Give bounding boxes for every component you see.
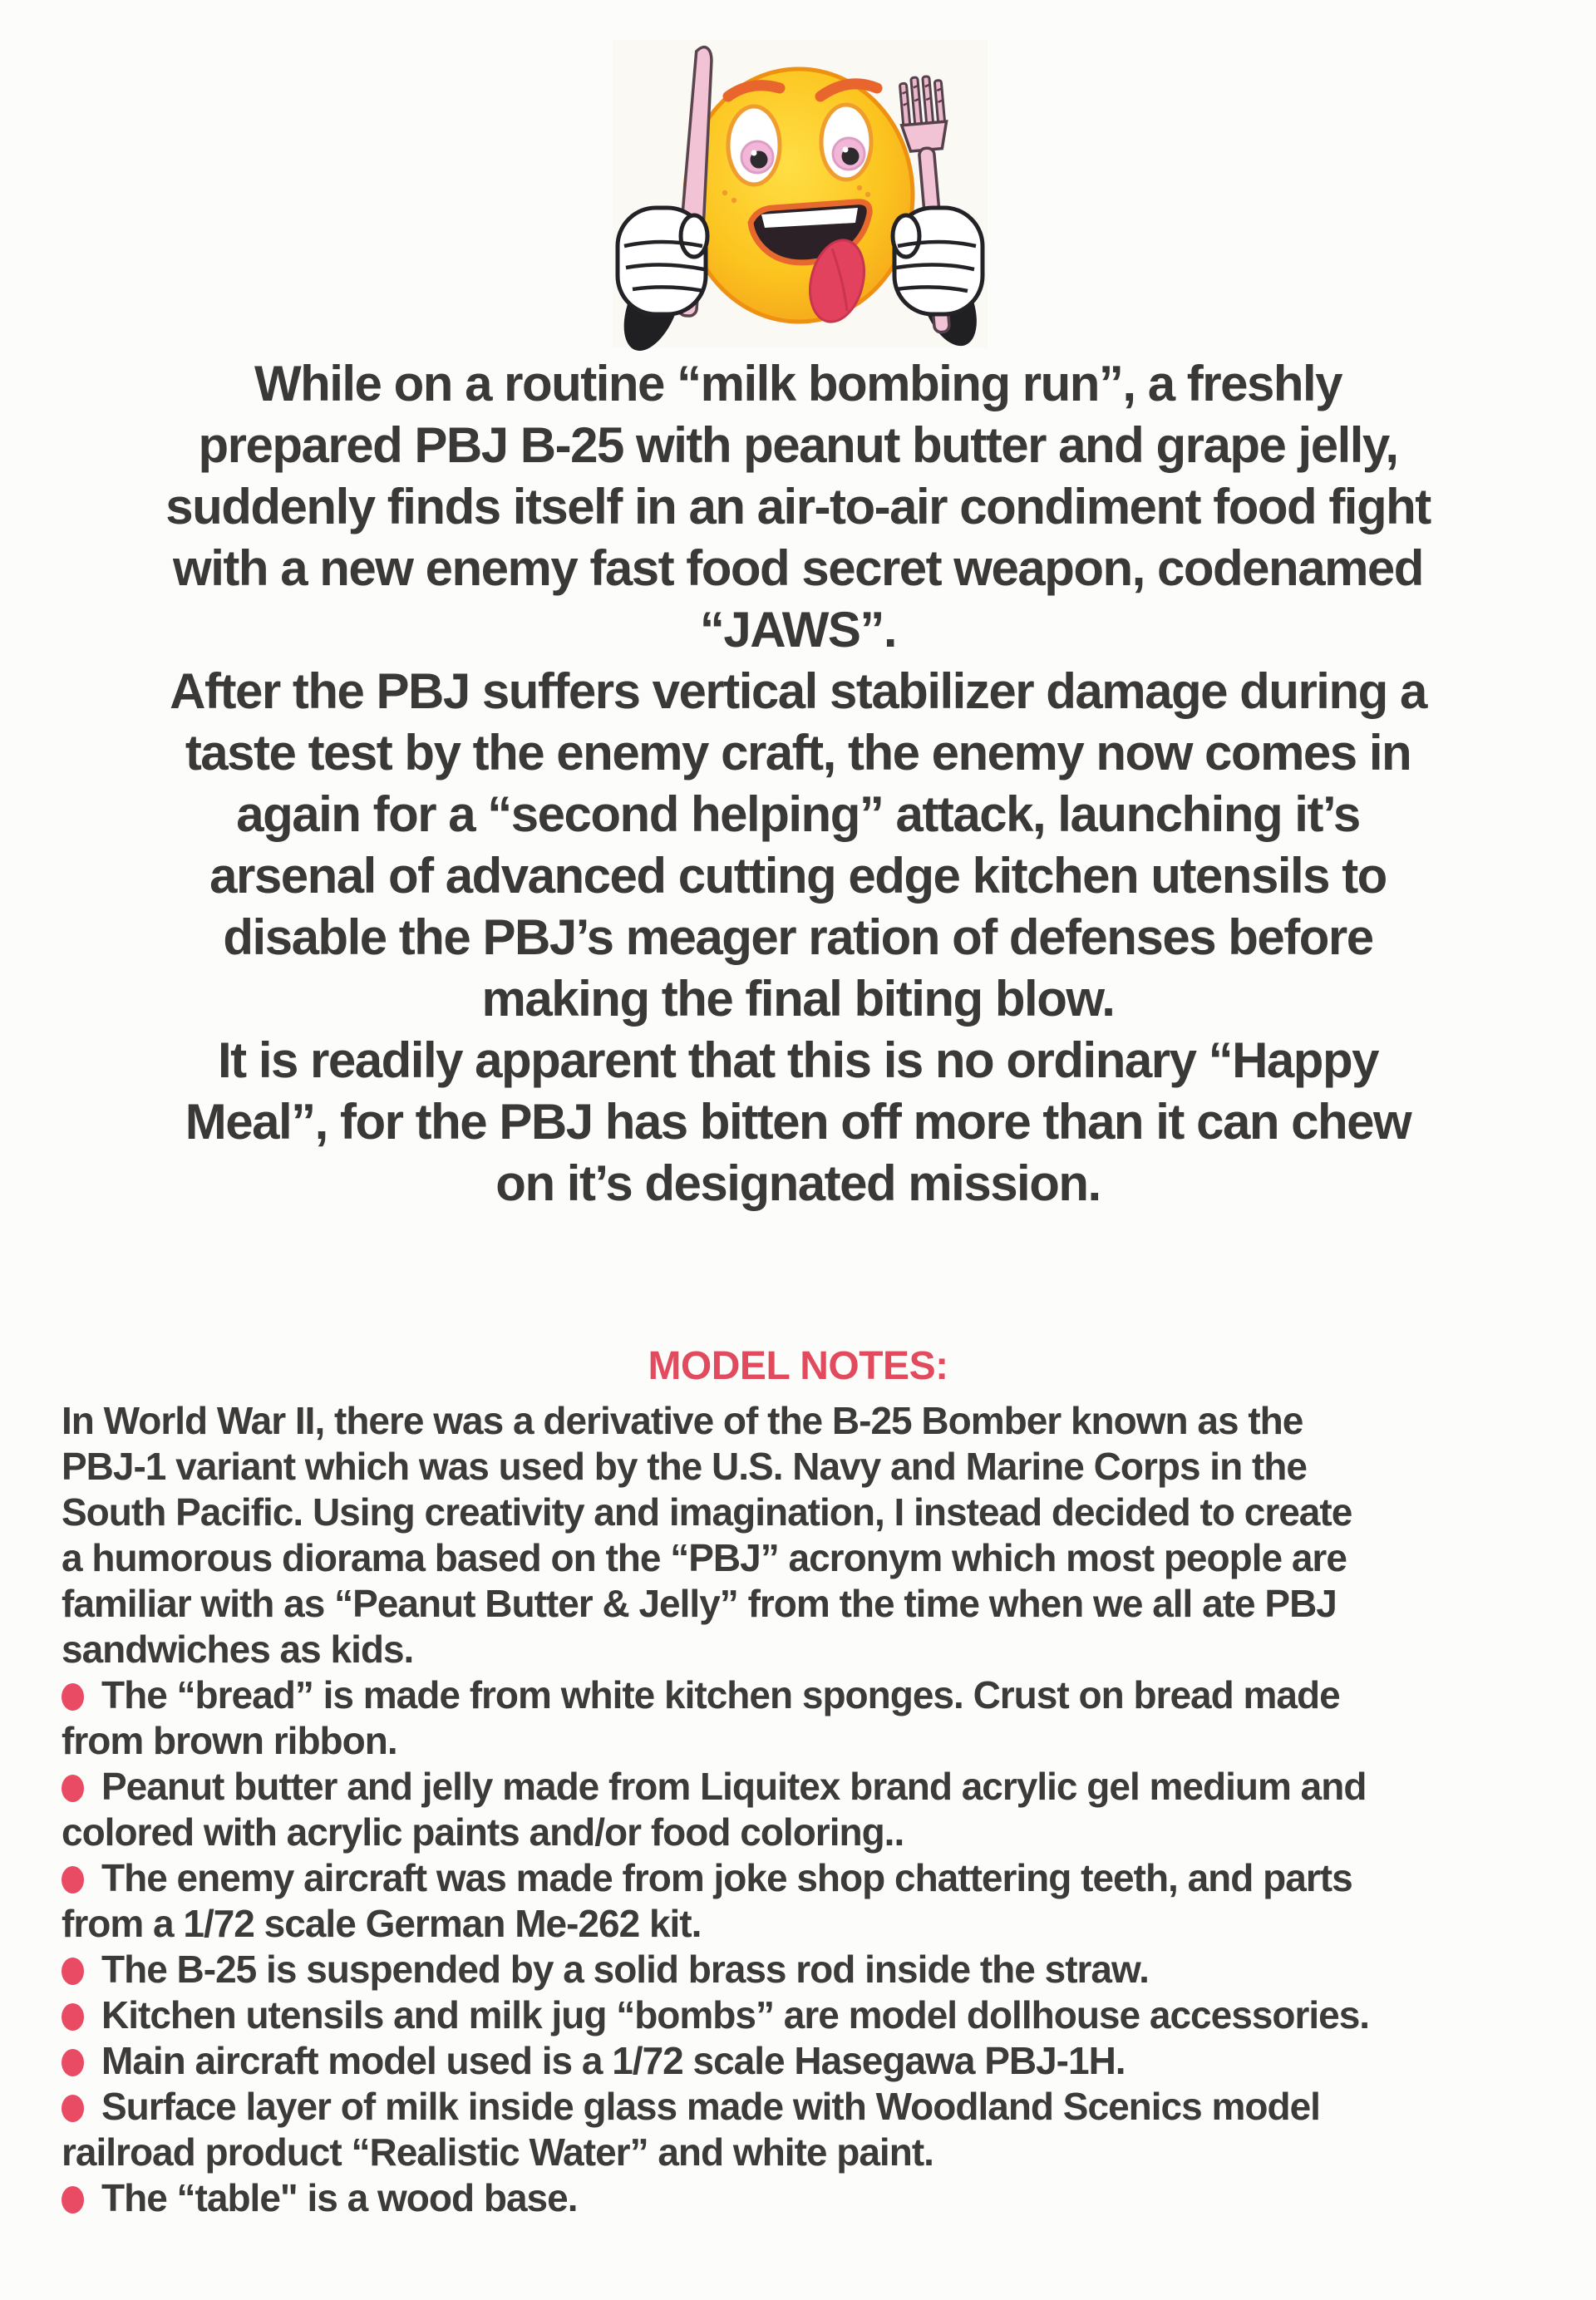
story-line: disable the PBJ’s meager ration of defenses before (223, 909, 1373, 965)
note-line (62, 1398, 1579, 1444)
note-line-text: The B-25 is suspended by a solid brass rod inside the straw. (101, 1948, 1149, 1991)
story-line: on it’s designated mission. (495, 1155, 1101, 1211)
note-line (62, 1490, 1579, 1535)
note-line-text: railroad product “Realistic Water” and white paint. (62, 2130, 933, 2174)
bullet-icon (62, 1866, 84, 1894)
right-glove (893, 208, 983, 314)
note-line-text: from a 1/72 scale German Me-262 kit. (62, 1902, 702, 1945)
note-line-text: Surface layer of milk inside glass made with Woodland Scenics model (101, 2085, 1320, 2128)
hungry-face-illustration (611, 37, 989, 351)
story-line: While on a routine “milk bombing run”, a freshly (254, 356, 1342, 411)
note-line (62, 1672, 1579, 1718)
left-glove (618, 208, 707, 314)
note-line-text: a humorous diorama based on the “PBJ” acronym which most people are (62, 1536, 1347, 1579)
note-line-text: Main aircraft model used is a 1/72 scale Hasegawa PBJ-1H. (101, 2039, 1126, 2082)
note-line (62, 1764, 1579, 1810)
note-line (62, 2130, 1579, 2175)
story-text (46, 353, 1550, 1214)
note-line (62, 1581, 1579, 1627)
left-eye (728, 106, 780, 185)
model-notes-heading: MODEL NOTES: (648, 1344, 948, 1388)
note-line (62, 1855, 1579, 1901)
hungry-face-svg (611, 37, 989, 351)
note-line (62, 1992, 1579, 2038)
bullet-icon (62, 2095, 84, 2122)
note-line-text: sandwiches as kids. (62, 1628, 414, 1671)
story-line: with a new enemy fast food secret weapon, codenamed (173, 540, 1423, 596)
note-line (62, 1810, 1579, 1855)
note-line-text: from brown ribbon. (62, 1719, 397, 1762)
bullet-icon (62, 2186, 84, 2214)
note-line-text: PBJ-1 variant which was used by the U.S. Navy and Marine Corps in the (62, 1445, 1307, 1488)
note-line-text: Peanut butter and jelly made from Liquitex brand acrylic gel medium and (101, 1765, 1367, 1808)
story-line: prepared PBJ B-25 with peanut butter and grape jelly, (198, 417, 1398, 473)
note-line (62, 1627, 1579, 1672)
model-notes-list (62, 1398, 1579, 2221)
story-line: It is readily apparent that this is no ordinary “Happy (218, 1032, 1378, 1088)
note-line-text: The enemy aircraft was made from joke shop chattering teeth, and parts (101, 1856, 1352, 1899)
bullet-icon (62, 1683, 84, 1711)
note-line (62, 1718, 1579, 1764)
note-line-text: Kitchen utensils and milk jug “bombs” are model dollhouse accessories. (101, 1993, 1370, 2037)
note-line-text: South Pacific. Using creativity and imagination, I instead decided to create (62, 1490, 1352, 1534)
note-line (62, 1901, 1579, 1947)
right-eye (821, 105, 871, 180)
note-line-text: The “bread” is made from white kitchen sponges. Crust on bread made (101, 1673, 1340, 1716)
story-line: making the final biting blow. (481, 971, 1115, 1027)
story-line: arsenal of advanced cutting edge kitchen utensils to (209, 848, 1387, 904)
story-line: again for a “second helping” attack, launching it’s (236, 786, 1360, 842)
note-line (62, 1444, 1579, 1490)
story-line: Meal”, for the PBJ has bitten off more than it can chew (185, 1094, 1411, 1150)
note-line-text: The “table" is a wood base. (101, 2176, 578, 2219)
bullet-icon (62, 2003, 84, 2031)
story-line: suddenly finds itself in an air-to-air condiment food fight (165, 479, 1431, 534)
note-line (62, 2084, 1579, 2130)
story-line: taste test by the enemy craft, the enemy now comes in (185, 725, 1411, 781)
note-line (62, 2175, 1579, 2221)
note-line-text: colored with acrylic paints and/or food coloring.. (62, 1810, 904, 1854)
bullet-icon (62, 1775, 84, 1802)
note-line (62, 1535, 1579, 1581)
note-line (62, 1947, 1579, 1992)
bullet-icon (62, 1958, 84, 1985)
note-line (62, 2038, 1579, 2084)
story-line: After the PBJ suffers vertical stabilizer damage during a (170, 663, 1426, 719)
bullet-icon (62, 2049, 84, 2076)
note-line-text: In World War II, there was a derivative of the B-25 Bomber known as the (62, 1399, 1303, 1442)
note-line-text: familiar with as “Peanut Butter & Jelly” from the time when we all ate PBJ (62, 1582, 1337, 1625)
story-line: “JAWS”. (699, 602, 897, 657)
